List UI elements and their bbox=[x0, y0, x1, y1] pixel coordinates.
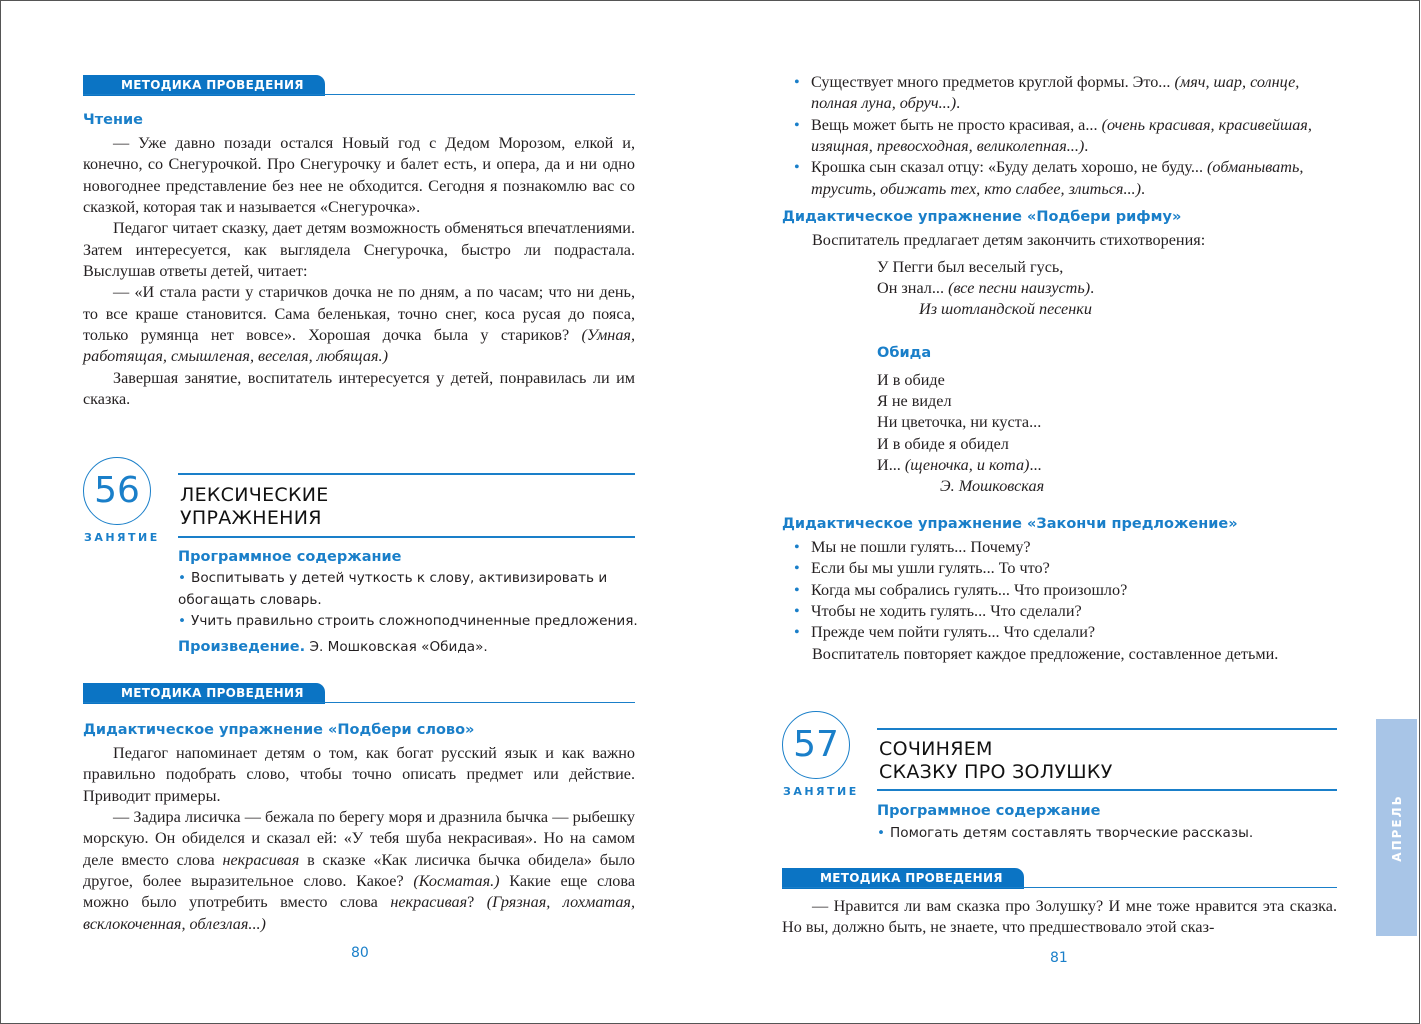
exercise-heading: Дидактическое упражнение «Подбери слово» bbox=[83, 722, 475, 738]
reading-text bbox=[83, 133, 635, 410]
lesson-title bbox=[180, 484, 329, 530]
divider bbox=[83, 702, 635, 703]
text: ? bbox=[467, 893, 487, 912]
paragraph: Завершая занятие, воспитатель интересуется у детей, понравилась ли им сказка. bbox=[83, 368, 635, 409]
rhyme-intro: Воспитатель предлагает детям закончить стихотворения: bbox=[812, 231, 1206, 249]
program-item: • Помогать детям составлять творческие рассказы. bbox=[877, 825, 1254, 841]
text: Он знал... bbox=[877, 279, 949, 298]
text: Э. Мошковская bbox=[940, 477, 1045, 496]
poem-line: У Пегги был веселый гусь, bbox=[877, 258, 1064, 276]
divider bbox=[877, 728, 1337, 730]
month-label: АПРЕЛЬ bbox=[1389, 793, 1404, 862]
title-line: ЛЕКСИЧЕСКИЕ bbox=[180, 484, 329, 506]
poem-title: Обида bbox=[877, 345, 932, 361]
list-item bbox=[782, 115, 1338, 158]
text: . bbox=[1090, 279, 1095, 298]
program-list bbox=[178, 568, 638, 633]
answer-text: (Косматая.) bbox=[413, 872, 500, 891]
paragraph: Педагог напоминает детям о том, как богат русский язык и как важно правильно подобрать слово, чтобы точно описать предмет или действие. Приводит примеры. bbox=[83, 744, 635, 805]
list-item: • Чтобы не ходить гулять... Что сделали? bbox=[782, 601, 1342, 622]
methodology-header bbox=[83, 683, 635, 704]
paragraph: — Уже давно позади остался Новый год с Дедом Морозом, елкой и, конечно, со Снегурочкой. Про Снегурочку и балет есть, и опера, да и ни одно новогоднее представление без нее не обходится. Сегодня я познакомлю вас со сказкой, которая так и называется «Снегурочка». bbox=[83, 134, 635, 217]
text: Из шотландской песенки bbox=[919, 300, 1092, 319]
lesson-number-badge: 57 bbox=[782, 711, 850, 779]
program-item: • Учить правильно строить сложноподчиненные предложения. bbox=[178, 613, 638, 629]
methodology-header bbox=[782, 868, 1337, 889]
answer-text: (Умная, работящая, смышленая, веселая, любящая.) bbox=[83, 326, 635, 366]
answer-text: (мяч, шар, солнце, полная луна, обруч...) bbox=[811, 73, 1300, 113]
poem-line bbox=[877, 455, 1044, 476]
answer-text: (все песни наизусть) bbox=[948, 279, 1091, 298]
poem-line: Ни цветочка, ни куста... bbox=[877, 413, 1042, 432]
title-line: СКАЗКУ ПРО ЗОЛУШКУ bbox=[879, 761, 1113, 783]
paragraph bbox=[83, 282, 635, 367]
examples-list bbox=[782, 72, 1338, 200]
poem-line: И в обиде bbox=[877, 371, 945, 389]
poem-2 bbox=[877, 370, 1044, 497]
text: Вещь может быть не просто красивая, а... bbox=[811, 115, 1102, 134]
divider bbox=[782, 887, 1337, 888]
program-heading: Программное содержание bbox=[877, 803, 1101, 819]
text: Какие еще слова можно было употребить вместо слова bbox=[83, 872, 636, 912]
list-item bbox=[782, 157, 1338, 200]
reading-heading: Чтение bbox=[83, 112, 143, 128]
work-line bbox=[178, 637, 488, 659]
poem-line bbox=[877, 278, 1094, 299]
text: — Задира лисичка — бежала по берегу моря и дразнила бычка — рыбешку морскую. Он обиделся и сказал ей: «У тебя шуба некрасивая». Но на самом деле вместо слова bbox=[83, 808, 635, 869]
rhyme-heading: Дидактическое упражнение «Подбери рифму» bbox=[782, 209, 1182, 225]
intro-text bbox=[782, 896, 1337, 939]
lesson-number-badge: 56 bbox=[83, 457, 151, 525]
item-text: Помогать детям составлять творческие рассказы. bbox=[890, 825, 1254, 841]
divider bbox=[178, 536, 635, 538]
answer-text: (обманывать, трусить, обижать тех, кто слабее, злиться...) bbox=[811, 158, 1304, 198]
text: . bbox=[1084, 137, 1089, 156]
closing-text: Воспитатель повторяет каждое предложение, составленное детьми. bbox=[812, 644, 1279, 663]
divider bbox=[178, 473, 635, 475]
divider bbox=[83, 94, 635, 95]
text: . bbox=[1140, 179, 1146, 198]
list-item: • Когда мы собрались гулять... Что произошло? bbox=[782, 580, 1342, 601]
text: . bbox=[956, 94, 961, 113]
program-list bbox=[877, 823, 1253, 845]
poem-1 bbox=[877, 257, 1094, 321]
paragraph bbox=[83, 807, 635, 935]
paragraph: Педагог читает сказку, дает детям возможность обменяться впечатлениями. Затем интересуется, как выглядела Снегурочка, быстро ли подрастала. Выслушав ответы детей, читает: bbox=[83, 219, 635, 281]
work-value: Э. Мошковская «Обида». bbox=[309, 639, 488, 655]
title-line: СОЧИНЯЕМ bbox=[879, 738, 993, 760]
list-item bbox=[782, 72, 1338, 115]
page-number: 80 bbox=[351, 945, 369, 961]
page-number: 81 bbox=[1050, 950, 1068, 966]
poem-source bbox=[877, 299, 1094, 320]
text: Крошка сын сказал отцу: «Буду делать хорошо, не буду... bbox=[811, 158, 1208, 177]
answer-text: (Грязная, лохматая, всклокоченная, облезлая...) bbox=[83, 893, 635, 933]
answer-text: (очень красивая, красивейшая, изящная, превосходная, великолепная...) bbox=[811, 115, 1312, 156]
item-text: Учить правильно строить сложноподчиненные предложения. bbox=[191, 613, 638, 629]
methodology-label: МЕТОДИКА ПРОВЕДЕНИЯ bbox=[83, 75, 325, 96]
answer-text: (щеночка, и кота) bbox=[904, 455, 1030, 474]
text: — «И стала расти у старичков дочка не по дням, а по часам; что ни день, то все краше становится. Сама беленькая, точно снег, коса русая до пояса, только румянца нет вовсе». Хорошая дочка была у стариков? bbox=[83, 283, 635, 345]
divider bbox=[877, 789, 1337, 791]
text: некрасивая bbox=[390, 893, 468, 912]
text: ... bbox=[1029, 455, 1042, 474]
methodology-header bbox=[83, 75, 635, 96]
lesson-label: ЗАНЯТИЕ bbox=[783, 785, 859, 798]
work-label: Произведение. bbox=[178, 639, 306, 655]
left-page bbox=[0, 0, 710, 1024]
text: в сказке «Как лисичка бычка обидела» было другое, более выразительное слово. Какое? bbox=[83, 850, 636, 891]
poem-line: Я не видел bbox=[877, 392, 952, 411]
right-page bbox=[708, 0, 1420, 1024]
list-item: • Мы не пошли гулять... Почему? bbox=[782, 537, 1342, 558]
text: некрасивая bbox=[222, 850, 300, 869]
item-text: Воспитывать у детей чуткость к слову, активизировать и обогащать словарь. bbox=[178, 570, 608, 608]
poem-line: И в обиде я обидел bbox=[877, 434, 1009, 453]
paragraph: — Нравится ли вам сказка про Золушку? И мне тоже нравится эта сказка. Но вы, должно быть, не знаете, что предшествовало этой сказ- bbox=[782, 897, 1337, 937]
exercise-text bbox=[83, 743, 635, 935]
program-heading: Программное содержание bbox=[178, 549, 402, 565]
methodology-label: МЕТОДИКА ПРОВЕДЕНИЯ bbox=[782, 868, 1024, 889]
list-item: • Если бы мы ушли гулять... То что? bbox=[782, 558, 1342, 579]
poem-author bbox=[877, 476, 1044, 497]
list-item: • Прежде чем пойти гулять... Что сделали? bbox=[782, 622, 1342, 643]
program-item: • Воспитывать у детей чуткость к слову, активизировать и обогащать словарь. bbox=[178, 570, 608, 608]
title-line: УПРАЖНЕНИЯ bbox=[180, 507, 322, 529]
text: Существует много предметов круглой формы. Это... bbox=[811, 73, 1175, 91]
lesson-title bbox=[879, 738, 1113, 784]
finish-list bbox=[782, 537, 1342, 665]
month-tab bbox=[1376, 719, 1417, 936]
finish-heading: Дидактическое упражнение «Закончи предложение» bbox=[782, 516, 1238, 532]
text: И... bbox=[877, 455, 905, 474]
lesson-label: ЗАНЯТИЕ bbox=[84, 531, 160, 544]
methodology-label: МЕТОДИКА ПРОВЕДЕНИЯ bbox=[83, 683, 325, 704]
